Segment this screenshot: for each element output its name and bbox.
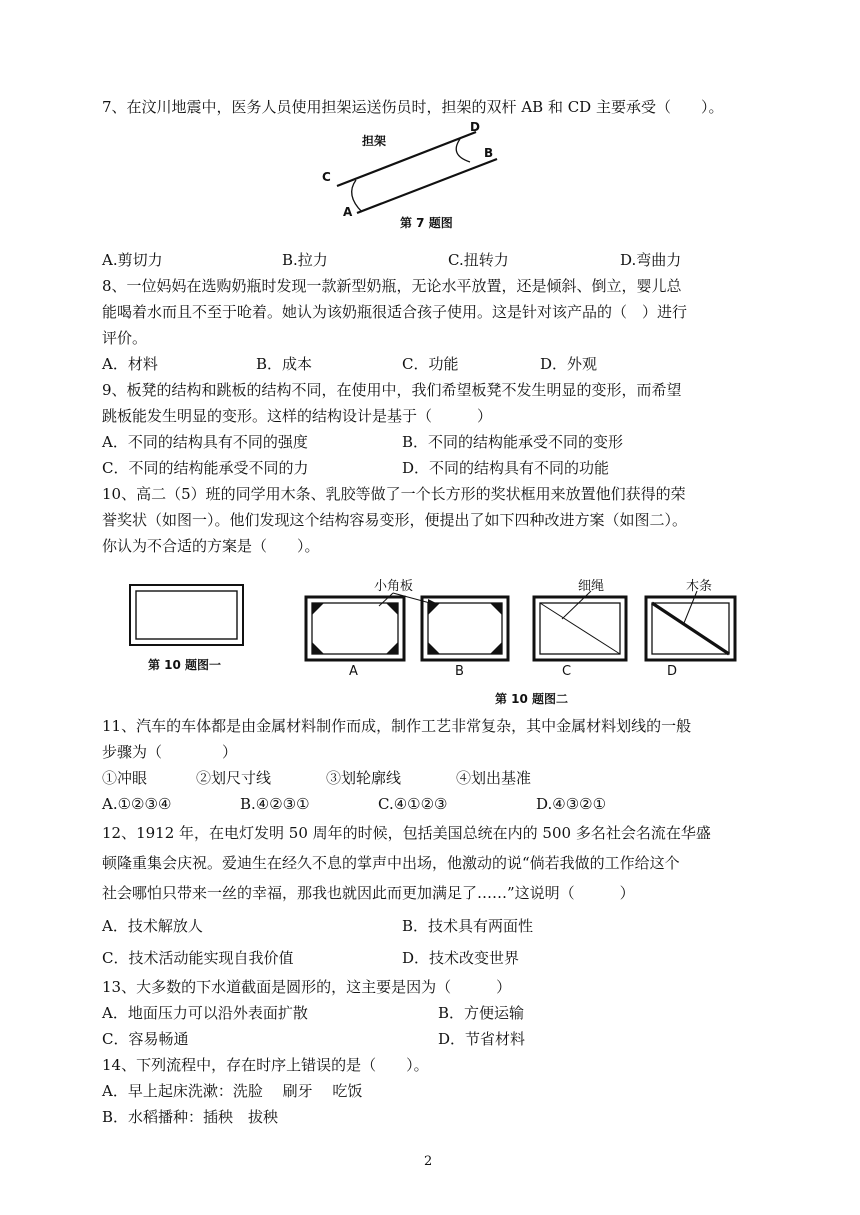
q8-line-1: 8、一位妈妈在选购奶瓶时发现一款新型奶瓶，无论水平放置，还是倾斜、倒立，婴儿总	[102, 277, 682, 295]
q11-line-1: 11、汽车的车体都是由金属材料制作而成，制作工艺非常复杂，其中金属材料划线的一般	[102, 717, 692, 735]
q8-option-c: C．功能	[402, 355, 459, 373]
q8-line-2: 能喝着水而且不至于呛着。她认为该奶瓶很适合孩子使用。这是针对该产品的（ ）进行	[102, 303, 688, 321]
q10-caption-1: 第 10 题图一	[148, 658, 222, 672]
q7-option-c: C.扭转力	[448, 251, 509, 269]
q9-option-c: C．不同的结构能承受不同的力	[102, 459, 309, 477]
q11-option-d: D.④③②①	[536, 795, 607, 813]
q13-option-a: A．地面压力可以沿外表面扩散	[102, 1004, 308, 1022]
q10-caption-2: 第 10 题图二	[495, 692, 569, 706]
q14-option-b: B．水稻播种：插秧 拔秧	[102, 1108, 279, 1126]
q11-option-b: B.④②③①	[240, 795, 310, 813]
q8-option-a: A．材料	[102, 355, 158, 373]
q12-option-b: B．技术具有两面性	[402, 917, 534, 935]
q11-option-a: A.①②③④	[102, 795, 172, 813]
q12-option-c: C．技术活动能实现自我价值	[102, 949, 294, 967]
q8-option-d: D．外观	[540, 355, 598, 373]
label-gusset: 小角板	[374, 579, 414, 594]
frame-letter-c: C	[562, 664, 572, 679]
frame-letter-b: B	[455, 664, 464, 679]
label-b: B	[484, 146, 494, 160]
q7-caption: 第 7 题图	[400, 216, 453, 230]
page-number: 2	[424, 1154, 433, 1169]
q7-text: 7、在汶川地震中，医务人员使用担架运送伤员时，担架的双杆 AB 和 CD 主要承受（ ）。	[102, 98, 724, 116]
label-a: A	[343, 205, 353, 219]
q9-option-b: B．不同的结构能承受不同的变形	[402, 433, 624, 451]
q8-option-b: B．成本	[256, 355, 313, 373]
q10-line-3: 你认为不合适的方案是（ ）。	[102, 537, 320, 555]
q13-option-b: B．方便运输	[438, 1004, 525, 1022]
q9-line-1: 9、板凳的结构和跳板的结构不同，在使用中，我们希望板凳不发生明显的变形，而希望	[102, 381, 682, 399]
q7-option-d: D.弯曲力	[620, 251, 682, 269]
q12-option-a: A．技术解放人	[102, 917, 203, 935]
label-rope: 细绳	[578, 579, 605, 594]
label-c: C	[322, 170, 331, 184]
q11-step-2: ②划尺寸线	[196, 769, 272, 787]
q14-option-a: A．早上起床洗漱：洗脸 刷牙 吃饭	[102, 1082, 363, 1100]
q11-line-2: 步骤为（ ）	[102, 743, 238, 761]
q11-option-c: C.④①②③	[378, 795, 448, 813]
q12-line-3: 社会哪怕只带来一丝的幸福，那我也就因此而更加满足了……”这说明（ ）	[102, 884, 635, 902]
frame-letter-a: A	[349, 664, 358, 679]
q9-option-d: D．不同的结构具有不同的功能	[402, 459, 610, 477]
label-bar: 木条	[686, 579, 713, 594]
q11-step-1: ①冲眼	[102, 769, 148, 787]
frame-letter-d: D	[667, 664, 678, 679]
label-d: D	[470, 120, 480, 134]
q13-option-d: D．节省材料	[438, 1030, 526, 1048]
q10-line-1: 10、高二（5）班的同学用木条、乳胶等做了一个长方形的奖状框用来放置他们获得的荣	[102, 485, 686, 503]
q7-option-b: B.拉力	[282, 251, 328, 269]
stretcher-title: 担架	[362, 134, 387, 148]
q9-line-2: 跳板能发生明显的变形。这样的结构设计是基于（ ）	[102, 407, 493, 425]
q13-text: 13、大多数的下水道截面是圆形的，这主要是因为（ ）	[102, 978, 512, 996]
q7-option-a: A.剪切力	[102, 251, 163, 269]
q12-option-d: D．技术改变世界	[402, 949, 520, 967]
q8-line-3: 评价。	[102, 329, 148, 347]
q14-text: 14、下列流程中，存在时序上错误的是（ ）。	[102, 1056, 429, 1074]
q13-option-c: C．容易畅通	[102, 1030, 189, 1048]
q11-step-4: ④划出基准	[456, 769, 532, 787]
q12-line-2: 顿隆重集会庆祝。爱迪生在经久不息的掌声中出场，他激动的说“倘若我做的工作给这个	[102, 854, 680, 872]
q9-option-a: A．不同的结构具有不同的强度	[102, 433, 308, 451]
q12-line-1: 12、1912 年，在电灯发明 50 周年的时候，包括美国总统在内的 500 多名社会名流在华盛	[102, 824, 711, 842]
q10-line-2: 誉奖状（如图一）。他们发现这个结构容易变形，便提出了如下四种改进方案（如图二）。	[102, 511, 688, 529]
q11-step-3: ③划轮廓线	[326, 769, 402, 787]
